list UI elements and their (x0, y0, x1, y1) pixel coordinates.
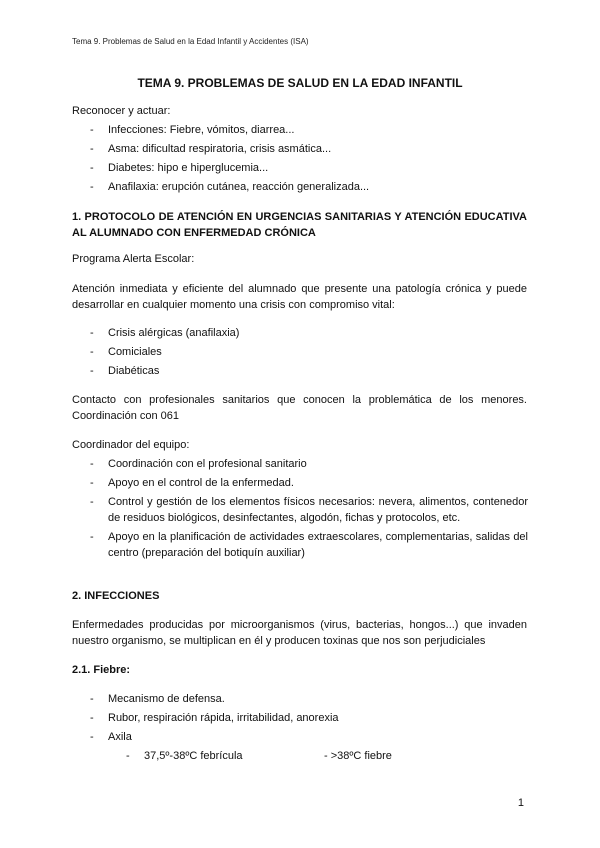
bullet-dash: - (90, 458, 94, 470)
page-title: TEMA 9. PROBLEMAS DE SALUD EN LA EDAD INFANTIL (137, 76, 463, 90)
list-item: Rubor, respiración rápida, irritabilidad, anorexia (108, 712, 339, 724)
list-item: Coordinación con el profesional sanitario (108, 458, 307, 470)
program-label: Programa Alerta Escolar: (72, 253, 195, 265)
bullet-dash: - (90, 731, 94, 743)
bullet-dash: - (90, 124, 94, 136)
contact-paragraph: Contacto con profesionales sanitarios que conocen la problemática de los menores. Coordinación con 061 (72, 394, 527, 422)
bullet-dash: - (90, 712, 94, 724)
list-item: Infecciones: Fiebre, vómitos, diarrea... (108, 124, 295, 136)
attention-paragraph: Atención inmediata y eficiente del alumnado que presente una patología crónica y puede desarrollar en cualquier momento una crisis con compromiso vital: (72, 283, 527, 311)
list-item: Apoyo en el control de la enfermedad. (108, 477, 294, 489)
list-item: Comiciales (108, 346, 162, 358)
list-item: Anafilaxia: erupción cutánea, reacción generalizada... (108, 181, 370, 193)
page-number: 1 (517, 797, 524, 809)
bullet-dash: - (90, 531, 94, 543)
list-item: Asma: dificultad respiratoria, crisis asmática... (108, 143, 332, 155)
intro-lead: Reconocer y actuar: (72, 105, 171, 117)
bullet-dash: - (90, 365, 94, 377)
list-item: Apoyo en la planificación de actividades extraescolares, complementarias, salidas del centro (preparación del botiquín auxiliar) (108, 531, 528, 559)
bullet-dash: - (126, 750, 130, 762)
subsection-heading: 2.1. Fiebre: (72, 664, 131, 676)
list-item: Diabetes: hipo e hiperglucemia... (108, 162, 269, 174)
infections-definition: Enfermedades producidas por microorganismos (virus, bacterias, hongos...) que invaden nuestro organismo, se multiplican en él y producen toxinas que nos son perjudiciales (72, 619, 527, 647)
running-header: Tema 9. Problemas de Salud en la Edad Infantil y Accidentes (ISA) (72, 37, 309, 46)
list-item: Crisis alérgicas (anafilaxia) (108, 327, 240, 339)
bullet-dash: - (90, 181, 94, 193)
bullet-dash: - (90, 327, 94, 339)
bullet-dash: - (90, 496, 94, 508)
coordinator-label: Coordinador del equipo: (72, 439, 190, 451)
list-item: Diabéticas (108, 365, 160, 377)
bullet-dash: - (90, 162, 94, 174)
section-1-heading: 1. PROTOCOLO DE ATENCIÓN EN URGENCIAS SANITARIAS Y ATENCIÓN EDUCATIVA AL ALUMNADO CON ENFERMEDAD CRÓNICA (72, 211, 527, 239)
list-item: Control y gestión de los elementos físicos necesarios: nevera, alimentos, contenedor de residuos biológicos, desinfectantes, algodón, fichas y protocolos, etc. (108, 496, 528, 524)
sub-list-item: - >38ºC fiebre (324, 750, 392, 762)
bullet-dash: - (90, 346, 94, 358)
sub-list-item: 37,5º-38ºC febrícula (144, 750, 243, 762)
list-item: Mecanismo de defensa. (108, 693, 225, 705)
bullet-dash: - (90, 693, 94, 705)
section-2-heading: 2. INFECCIONES (72, 590, 160, 602)
bullet-dash: - (90, 143, 94, 155)
list-item: Axila (108, 731, 132, 743)
bullet-dash: - (90, 477, 94, 489)
